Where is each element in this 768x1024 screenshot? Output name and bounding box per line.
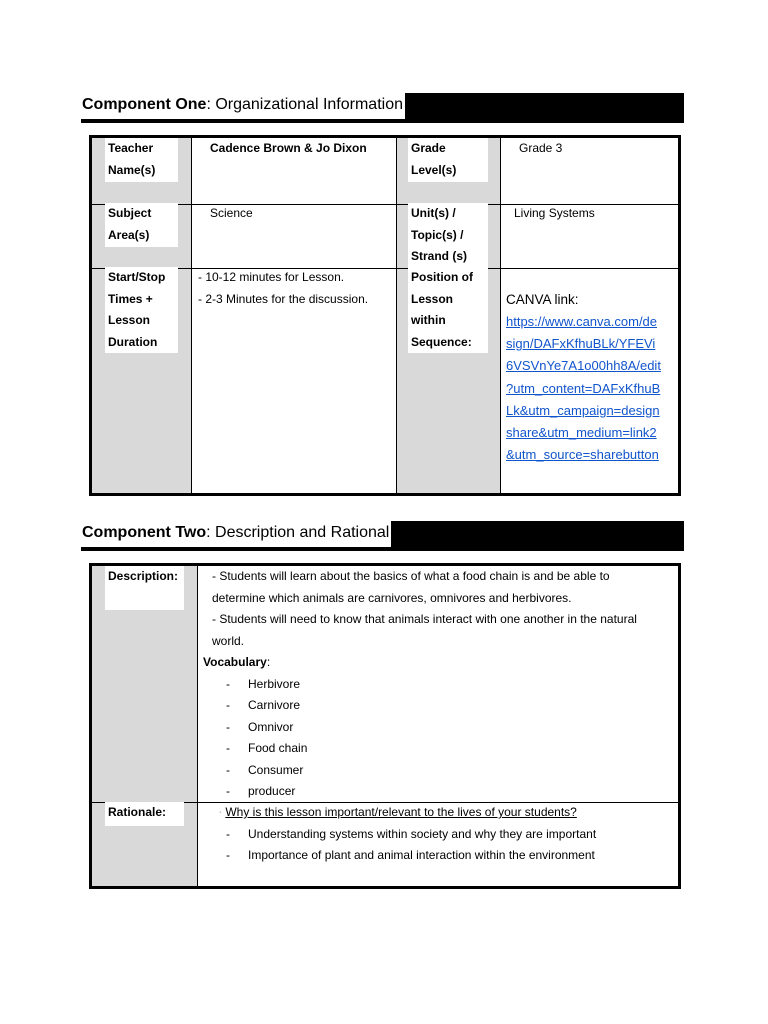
label-line: Topic(s) / (411, 227, 464, 242)
grid-line (197, 566, 198, 886)
rationale-item-text: Understanding systems within society and why they are important (248, 826, 597, 841)
vocabulary-item-text: Carnivore (248, 698, 301, 712)
rationale-question (219, 802, 577, 824)
label-line: Name(s) (108, 162, 156, 177)
vocabulary-item-text: Food chain (248, 741, 308, 755)
vocabulary-item-text: Herbivore (248, 676, 301, 691)
component-one-heading (81, 93, 405, 119)
label-line: Unit(s) / (411, 206, 456, 220)
label-line: Level(s) (411, 162, 457, 177)
canva-link-line[interactable]: https://www.canva.com/de (506, 314, 658, 329)
vocabulary-item: - Carnivore (226, 698, 301, 712)
teacher-names-value: Cadence Brown & Jo Dixon (210, 141, 367, 155)
lesson-duration-line-1: - 10-12 minutes for Lesson. (198, 270, 345, 284)
subject-area-value: Science (210, 206, 253, 220)
description-line-2: determine which animals are carnivores, omnivores and herbivores. (212, 590, 572, 605)
vocabulary-item: - Consumer (226, 762, 304, 777)
canva-link-line[interactable]: ?utm_content=DAFxKfhuB (506, 380, 661, 396)
label-line: Strand (s) (411, 249, 468, 263)
rationale-label: Rationale: (105, 802, 184, 826)
label-line: Position of (411, 270, 473, 284)
canva-link-label: CANVA link: (506, 292, 579, 307)
label-line: Lesson (411, 291, 454, 306)
label-line: within (411, 313, 446, 327)
rationale-question-text: Why is this lesson important/relevant to the lives of your students? (225, 805, 577, 819)
component-two-heading-bold: Component Two (82, 524, 207, 541)
component-one-heading-bar (81, 93, 684, 123)
organizational-info-table (89, 135, 681, 496)
vocabulary-item: - Food chain (226, 741, 308, 755)
component-one-heading-bold: Component One (82, 96, 207, 113)
teacher-names-label (105, 138, 178, 182)
vocabulary-heading (203, 652, 270, 674)
canva-link-line[interactable]: sign/DAFxKfhuBLk/YFEVi (506, 336, 656, 352)
component-two-heading-rest: : Description and Rational (206, 524, 390, 541)
canva-link-line[interactable]: Lk&utm_campaign=design (506, 402, 660, 418)
description-line-4: world. (212, 633, 245, 648)
bullet-icon: · (219, 809, 222, 817)
grade-level-value: Grade 3 (519, 141, 563, 155)
label-line: Grade (411, 141, 446, 155)
canva-link-line[interactable]: 6VSVnYe7A1o00hh8A/edit (506, 358, 661, 374)
vocabulary-label: Vocabulary (203, 655, 267, 669)
vocabulary-item: - Herbivore (226, 676, 301, 691)
label-line: Duration (108, 334, 158, 349)
component-two-heading (81, 521, 391, 547)
rationale-item-text: Importance of plant and animal interaction within the environment (248, 848, 595, 862)
grid-line (191, 138, 192, 493)
rationale-item: - Importance of plant and animal interaction within the environment (226, 848, 595, 862)
rationale-item: - Understanding systems within society and why they are important (226, 826, 597, 841)
component-two-heading-bar (81, 521, 684, 551)
description-rationale-table (89, 563, 681, 889)
start-stop-times-label (105, 267, 178, 353)
label-line: Subject (108, 206, 152, 220)
description-label: Description: (105, 566, 184, 610)
grid-line (500, 138, 501, 493)
label-line: Lesson (108, 313, 151, 327)
component-one-heading-rest: : Organizational Information (206, 96, 403, 113)
unit-topic-label (408, 203, 488, 268)
lesson-duration-line-2: - 2-3 Minutes for the discussion. (198, 291, 369, 306)
vocabulary-item: - producer (226, 784, 296, 798)
grid-line (396, 138, 397, 493)
subject-area-label (105, 203, 178, 247)
vocabulary-colon: : (266, 655, 271, 669)
description-line-3: - Students will need to know that animals interact with one another in the natural (212, 612, 637, 626)
label-line: Sequence: (411, 334, 472, 349)
label-column (92, 566, 197, 886)
grid-line (92, 268, 678, 269)
label-line: Times + (108, 291, 153, 306)
canva-link-line[interactable]: &utm_source=sharebutton (506, 447, 659, 463)
label-line: Start/Stop (108, 270, 166, 284)
label-line: Teacher (108, 141, 154, 155)
vocabulary-item-text: producer (248, 784, 296, 798)
vocabulary-item-text: Consumer (248, 762, 304, 777)
unit-topic-value: Living Systems (514, 206, 595, 220)
label-line: Area(s) (108, 227, 150, 242)
position-in-sequence-label (408, 267, 488, 353)
canva-link[interactable] (506, 311, 661, 466)
vocabulary-item-text: Omnivor (248, 719, 294, 734)
description-line-1: - Students will learn about the basics of what a food chain is and be able to (212, 569, 610, 583)
canva-link-line[interactable]: share&utm_medium=link2 (506, 425, 657, 441)
grade-level-label (408, 138, 488, 182)
vocabulary-item: - Omnivor (226, 719, 294, 734)
